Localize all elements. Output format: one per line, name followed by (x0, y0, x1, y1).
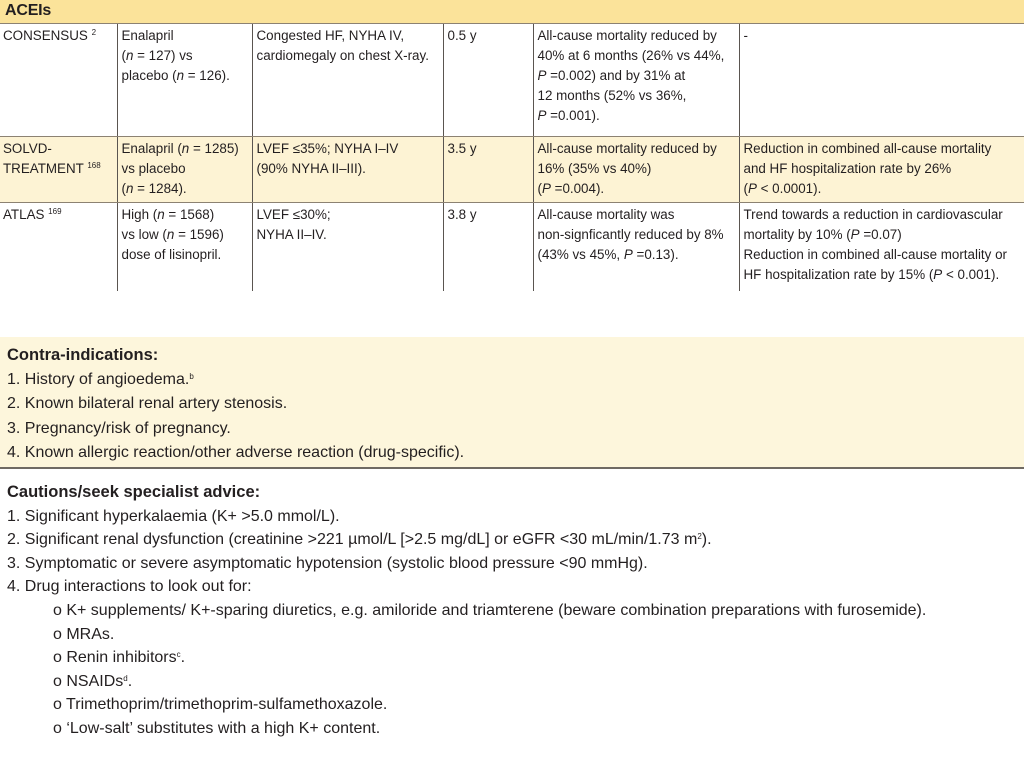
trial-name: TREATMENT $^{168}$ (3, 161, 101, 176)
trial-row (0, 24, 1024, 137)
cell-line: placebo (n = 126). (121, 68, 230, 83)
footnote-marker: b (189, 371, 194, 381)
cell-line: All-cause mortality reduced by (537, 141, 717, 156)
trial-ref: 168 (87, 161, 101, 170)
drug-interaction-item: o MRAs. (53, 625, 115, 643)
trials-table (0, 24, 1024, 291)
duration-cell: 0.5 y (443, 24, 533, 137)
cell-line: dose of lisinopril. (121, 247, 222, 262)
stat-symbol: n (157, 207, 165, 222)
stat-symbol: P (747, 181, 757, 196)
stat-symbol: n (181, 141, 190, 156)
stat-symbol: n (125, 181, 134, 196)
caution-item: 2. Significant renal dysfunction (creatinine >221 µmol/L [>2.5 mg/dL] or eGFR <30 mL/min/1.73 $m^2$). (7, 531, 712, 549)
primary-endpoint-cell (533, 137, 739, 203)
drug-interaction-item: o K+ supplements/ K+-sparing diuretics, e.g. amiloride and triamterene (beware combination preparations with furosemide). (53, 601, 927, 619)
footnote-marker: 2 (697, 532, 702, 542)
cell-line: non-signficantly reduced by 8% (537, 227, 724, 242)
trial-name-cell (0, 24, 117, 137)
cell-line: 12 months (52% vs 36%, (537, 88, 687, 103)
cell-line: (n = 127) vs (121, 48, 193, 63)
trial-name: ATLAS $^{169}$ (3, 207, 62, 222)
drug-interactions-list (7, 599, 1024, 741)
cell-line: Reduction in combined all-cause mortality or (743, 247, 1007, 262)
cell-line: vs low (n = 1596) (121, 227, 224, 242)
cell-line: 40% at 6 months (26% vs 44%, (537, 48, 725, 63)
cell-line: (90% NYHA II–III). (256, 161, 366, 176)
trial-ref: 2 (91, 28, 97, 37)
cell-line: All-cause mortality was (537, 207, 675, 222)
cell-line: (43% vs 45%, P =0.13). (537, 247, 679, 262)
population-cell (252, 203, 443, 292)
cell-line: All-cause mortality reduced by (537, 28, 717, 43)
contra-indications-list (7, 368, 1024, 466)
drug-interaction-item: o ‘Low-salt’ substitutes with a high K+ content. (53, 719, 381, 737)
caution-item: 4. Drug interactions to look out for: (7, 578, 252, 596)
section-title: ACEIs (5, 2, 52, 19)
cautions-section (0, 481, 1024, 741)
cell-line: LVEF ≤35%; NYHA I–IV (256, 141, 399, 156)
secondary-endpoint-cell (739, 137, 1024, 203)
cell-line: Enalapril (121, 28, 174, 43)
trial-name-cell (0, 203, 117, 292)
drug-interaction-item: o NSAIDs$^d$. (53, 672, 133, 690)
caution-item: 1. Significant hyperkalaemia (K+ >5.0 mmol/L). (7, 507, 340, 525)
comparison-cell (117, 203, 252, 292)
duration-cell: 3.8 y (443, 203, 533, 292)
secondary-endpoint-cell (739, 203, 1024, 292)
trial-row (0, 137, 1024, 203)
comparison-cell (117, 24, 252, 137)
contra-indications-title: Contra-indications: (7, 346, 159, 364)
population-cell (252, 137, 443, 203)
contra-indication-item: 3. Pregnancy/risk of pregnancy. (7, 419, 231, 437)
drug-interaction-item: o Trimethoprim/trimethoprim-sulfamethoxazole. (53, 696, 388, 714)
footnote-marker: c (176, 650, 181, 660)
cell-line: HF hospitalization rate by 15% (P < 0.001). (743, 267, 1000, 282)
primary-endpoint-cell (533, 203, 739, 292)
secondary-endpoint-cell (739, 24, 1024, 137)
contra-indications-box (0, 337, 1024, 469)
cell-line: Congested HF, NYHA IV, (256, 28, 405, 43)
caution-item: 3. Symptomatic or severe asymptomatic hypotension (systolic blood pressure <90 mmHg). (7, 554, 648, 572)
cell-line: Enalapril (n = 1285) (121, 141, 239, 156)
stat-symbol: n (125, 48, 134, 63)
stat-symbol: P (537, 108, 547, 123)
comparison-cell (117, 137, 252, 203)
cell-line: (P =0.004). (537, 181, 605, 196)
contra-indication-item: 2. Known bilateral renal artery stenosis. (7, 395, 288, 412)
cell-line: - (743, 28, 748, 43)
drug-interaction-item: o Renin inhibitors$^c$. (53, 649, 186, 667)
cell-line: LVEF ≤30%; (256, 207, 331, 222)
cell-line: NYHA II–IV. (256, 227, 327, 242)
cell-line: cardiomegaly on chest X-ray. (256, 48, 429, 63)
stat-symbol: P (541, 181, 551, 196)
cautions-title: Cautions/seek specialist advice: (7, 483, 261, 501)
stat-symbol: P (933, 267, 943, 282)
cell-line: mortality by 10% (P =0.07) (743, 227, 902, 242)
cautions-list (7, 505, 1024, 599)
cell-line: and HF hospitalization rate by 26% (743, 161, 952, 176)
footnote-marker: d (123, 673, 128, 683)
cell-line: Trend towards a reduction in cardiovascular (743, 207, 1003, 222)
cell-line: (P < 0.0001). (743, 181, 822, 196)
section-header (0, 0, 1024, 24)
trial-ref: 169 (48, 207, 62, 216)
trial-name: SOLVD- (3, 141, 52, 156)
stat-symbol: P (850, 227, 860, 242)
cell-line: P =0.002) and by 31% at (537, 68, 686, 83)
cell-line: Reduction in combined all-cause mortality (743, 141, 992, 156)
cell-line: P =0.001). (537, 108, 600, 123)
cell-line: (n = 1284). (121, 181, 187, 196)
cell-line: 16% (35% vs 40%) (537, 161, 652, 176)
duration-cell: 3.5 y (443, 137, 533, 203)
stat-symbol: P (537, 68, 547, 83)
primary-endpoint-cell (533, 24, 739, 137)
cell-line: vs placebo (121, 161, 186, 176)
stat-symbol: n (166, 227, 175, 242)
contra-indication-item: 1. History of angioedema.$^b$ (7, 370, 194, 388)
stat-symbol: n (176, 68, 185, 83)
trial-row (0, 203, 1024, 292)
trial-name: CONSENSUS $^2$ (3, 28, 97, 43)
stat-symbol: P (623, 247, 633, 262)
contra-indication-item: 4. Known allergic reaction/other adverse reaction (drug-specific). (7, 444, 465, 461)
population-cell (252, 24, 443, 137)
trial-name-cell (0, 137, 117, 203)
cell-line: High (n = 1568) (121, 207, 215, 222)
